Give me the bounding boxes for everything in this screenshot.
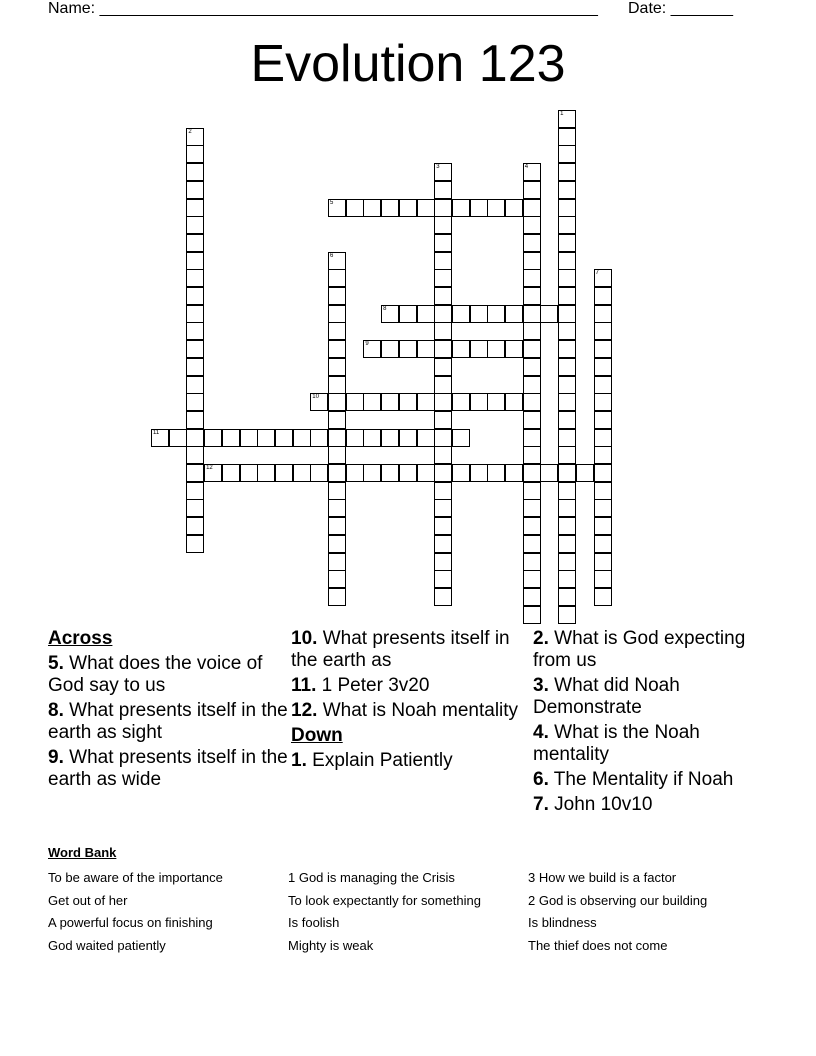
crossword-cell[interactable]: [186, 393, 204, 411]
clue-across-8: 8. What presents itself in the earth as sight: [48, 700, 288, 743]
crossword-cell[interactable]: [328, 535, 346, 553]
clue-number: 4: [524, 164, 529, 171]
crossword-cell[interactable]: [523, 411, 541, 429]
crossword-cell[interactable]: [523, 252, 541, 270]
crossword-cell[interactable]: [399, 464, 417, 482]
crossword-cell[interactable]: [558, 499, 576, 517]
crossword-cell[interactable]: [240, 429, 258, 447]
crossword-cell[interactable]: [594, 429, 612, 447]
word-bank-item: Is blindness: [528, 915, 597, 930]
crossword-cell[interactable]: [399, 429, 417, 447]
crossword-cell[interactable]: [381, 340, 399, 358]
clue-number: 2: [188, 128, 192, 135]
crossword-cell[interactable]: [293, 464, 311, 482]
clue-down-4: 4. What is the Noah mentality: [533, 722, 700, 765]
crossword-cell[interactable]: [470, 199, 488, 217]
clue-down-6: 6. The Mentality if Noah: [533, 769, 734, 790]
crossword-cell[interactable]: [505, 393, 523, 411]
crossword-cell[interactable]: [399, 305, 417, 323]
crossword-cell[interactable]: [328, 553, 346, 571]
crossword-cell[interactable]: [434, 411, 452, 429]
word-bank-column-1: [48, 867, 223, 957]
crossword-cell[interactable]: [558, 429, 576, 447]
crossword-cell[interactable]: [523, 499, 541, 517]
crossword-cell[interactable]: [523, 553, 541, 571]
crossword-cell[interactable]: [470, 464, 488, 482]
crossword-cell[interactable]: [594, 393, 612, 411]
crossword-cell[interactable]: [558, 570, 576, 588]
crossword-cell[interactable]: [328, 305, 346, 323]
crossword-cell[interactable]: [487, 393, 505, 411]
crossword-cell[interactable]: [523, 588, 541, 606]
word-bank-item: Mighty is weak: [288, 937, 374, 953]
crossword-cell[interactable]: [558, 411, 576, 429]
clue-across-11: 11. 1 Peter 3v20: [291, 675, 430, 696]
crossword-cell[interactable]: [186, 145, 204, 163]
crossword-cell[interactable]: [540, 305, 558, 323]
crossword-cell[interactable]: [470, 393, 488, 411]
crossword-cell[interactable]: [186, 199, 204, 217]
clue-number: 9: [365, 341, 369, 348]
crossword-cell[interactable]: [186, 322, 204, 340]
word-bank-column-3: [528, 867, 707, 957]
crossword-cell[interactable]: [558, 305, 576, 323]
crossword-cell[interactable]: [363, 393, 381, 411]
crossword-cell[interactable]: [505, 340, 523, 358]
crossword-cell[interactable]: [328, 446, 346, 464]
date-field-label[interactable]: Date: _______: [628, 0, 733, 17]
crossword-cell[interactable]: [558, 128, 576, 146]
crossword-cell[interactable]: [328, 499, 346, 517]
crossword-cell[interactable]: [523, 429, 541, 447]
crossword-cell[interactable]: [186, 464, 204, 482]
crossword-cell[interactable]: [186, 517, 204, 535]
clue-down-3: 3. What did Noah Demonstrate: [533, 675, 680, 718]
crossword-cell[interactable]: [558, 358, 576, 376]
crossword-cell[interactable]: [523, 305, 541, 323]
crossword-cell[interactable]: [186, 411, 204, 429]
clue-across-10: 10. What presents itself in the earth as: [291, 628, 510, 671]
crossword-cell[interactable]: [434, 499, 452, 517]
crossword-cell[interactable]: [558, 588, 576, 606]
crossword-cell[interactable]: [594, 482, 612, 500]
crossword-cell[interactable]: [558, 464, 576, 482]
crossword-cell[interactable]: [434, 517, 452, 535]
crossword-cell[interactable]: [594, 588, 612, 606]
crossword-cell[interactable]: [434, 340, 452, 358]
crossword-cell[interactable]: [328, 570, 346, 588]
crossword-cell[interactable]: [523, 216, 541, 234]
crossword-cell[interactable]: [328, 269, 346, 287]
clue-number: 6: [330, 252, 334, 259]
crossword-cell[interactable]: [169, 429, 187, 447]
crossword-cell[interactable]: [505, 199, 523, 217]
crossword-cell[interactable]: [505, 305, 523, 323]
crossword-cell[interactable]: [434, 570, 452, 588]
crossword-cell[interactable]: [470, 305, 488, 323]
crossword-cell[interactable]: [523, 163, 541, 181]
crossword-cell[interactable]: [523, 322, 541, 340]
crossword-cell[interactable]: [558, 199, 576, 217]
crossword-cell[interactable]: [558, 287, 576, 305]
crossword-cell[interactable]: [523, 464, 541, 482]
crossword-cell[interactable]: [594, 464, 612, 482]
crossword-cell[interactable]: [558, 322, 576, 340]
crossword-cell[interactable]: [558, 269, 576, 287]
crossword-cell[interactable]: [275, 464, 293, 482]
crossword-cell[interactable]: [594, 446, 612, 464]
crossword-cell[interactable]: [186, 499, 204, 517]
crossword-cell[interactable]: [434, 393, 452, 411]
crossword-cell[interactable]: [381, 305, 399, 323]
crossword-cell[interactable]: [594, 376, 612, 394]
crossword-cell[interactable]: [523, 393, 541, 411]
crossword-cell[interactable]: [186, 376, 204, 394]
crossword-cell[interactable]: [186, 216, 204, 234]
crossword-cell[interactable]: [328, 588, 346, 606]
crossword-cell[interactable]: [222, 429, 240, 447]
crossword-cell[interactable]: [558, 553, 576, 571]
crossword-cell[interactable]: [487, 464, 505, 482]
crossword-cell[interactable]: [434, 269, 452, 287]
crossword-cell[interactable]: [328, 287, 346, 305]
crossword-cell[interactable]: [452, 464, 470, 482]
clues-column-3: [533, 628, 773, 819]
crossword-cell[interactable]: [328, 376, 346, 394]
crossword-cell[interactable]: [523, 376, 541, 394]
word-bank-item: God waited patiently: [48, 937, 166, 953]
crossword-cell[interactable]: [363, 464, 381, 482]
crossword-cell[interactable]: [452, 340, 470, 358]
name-field-label[interactable]: Name: ________________________________________________________: [48, 0, 598, 17]
crossword-cell[interactable]: [558, 535, 576, 553]
crossword-cell[interactable]: [434, 376, 452, 394]
crossword-cell[interactable]: [558, 340, 576, 358]
clue-number: 11: [153, 429, 160, 436]
crossword-cell[interactable]: [328, 252, 346, 270]
crossword-cell[interactable]: [594, 499, 612, 517]
crossword-cell[interactable]: [558, 145, 576, 163]
crossword-cell[interactable]: [540, 464, 558, 482]
crossword-cell[interactable]: [381, 429, 399, 447]
crossword-cell[interactable]: [186, 340, 204, 358]
crossword-cell[interactable]: [346, 429, 364, 447]
word-bank-item: The thief does not come: [528, 937, 668, 953]
crossword-cell[interactable]: [257, 464, 275, 482]
crossword-cell[interactable]: [523, 234, 541, 252]
crossword-cell[interactable]: [470, 340, 488, 358]
clue-number: 10: [312, 394, 319, 401]
crossword-cell[interactable]: [186, 287, 204, 305]
crossword-cell[interactable]: [487, 199, 505, 217]
clues-column-1: [48, 628, 288, 794]
word-bank-item: Get out of her: [48, 892, 128, 908]
clue-down-2: 2. What is God expecting from us: [533, 628, 746, 671]
crossword-cell[interactable]: [434, 464, 452, 482]
word-bank-item: 1 God is managing the Crisis: [288, 870, 455, 885]
crossword-cell[interactable]: [417, 464, 435, 482]
crossword-cell[interactable]: [186, 252, 204, 270]
crossword-cell[interactable]: [186, 163, 204, 181]
crossword-cell[interactable]: [417, 305, 435, 323]
crossword-cell[interactable]: [381, 199, 399, 217]
crossword-cell[interactable]: [346, 393, 364, 411]
crossword-cell[interactable]: [558, 252, 576, 270]
crossword-cell[interactable]: [523, 446, 541, 464]
page-title: Evolution 123: [250, 35, 566, 93]
crossword-cell[interactable]: [452, 429, 470, 447]
crossword-cell[interactable]: [434, 252, 452, 270]
crossword-cell[interactable]: [434, 429, 452, 447]
crossword-cell[interactable]: [523, 340, 541, 358]
word-bank-item: Is foolish: [288, 915, 340, 930]
crossword-cell[interactable]: [204, 464, 222, 482]
crossword-cell[interactable]: [558, 216, 576, 234]
crossword-cell[interactable]: [505, 464, 523, 482]
crossword-cell[interactable]: [399, 393, 417, 411]
clue-across-12: 12. What is Noah mentality: [291, 700, 519, 721]
crossword-cell[interactable]: [328, 340, 346, 358]
word-bank-item: 2 God is observing our building: [528, 892, 708, 908]
crossword-cell[interactable]: [434, 446, 452, 464]
crossword-cell[interactable]: [363, 199, 381, 217]
crossword-cell[interactable]: [558, 181, 576, 199]
down-heading: Down: [291, 725, 343, 746]
crossword-cell[interactable]: [523, 570, 541, 588]
crossword-cell[interactable]: [452, 199, 470, 217]
crossword-cell[interactable]: [523, 517, 541, 535]
clue-across-5: 5. What does the voice of God say to us: [48, 653, 263, 696]
crossword-cell[interactable]: [558, 517, 576, 535]
crossword-cell[interactable]: [434, 181, 452, 199]
crossword-cell[interactable]: [186, 181, 204, 199]
crossword-cell[interactable]: [558, 234, 576, 252]
crossword-cell[interactable]: [328, 199, 346, 217]
crossword-cell[interactable]: [417, 429, 435, 447]
crossword-cell[interactable]: [151, 429, 169, 447]
crossword-cell[interactable]: [576, 464, 594, 482]
crossword-cell[interactable]: [293, 429, 311, 447]
crossword-cell[interactable]: [257, 429, 275, 447]
crossword-cell[interactable]: [399, 340, 417, 358]
crossword-cell[interactable]: [434, 553, 452, 571]
crossword-cell[interactable]: [417, 199, 435, 217]
crossword-cell[interactable]: [204, 429, 222, 447]
crossword-cell[interactable]: [487, 305, 505, 323]
clue-number: 5: [330, 199, 334, 206]
crossword-cell[interactable]: [434, 588, 452, 606]
crossword-cell[interactable]: [523, 535, 541, 553]
crossword-cell[interactable]: [523, 482, 541, 500]
crossword-cell[interactable]: [523, 606, 541, 624]
crossword-cell[interactable]: [186, 269, 204, 287]
crossword-cell[interactable]: [594, 287, 612, 305]
crossword-cell[interactable]: [434, 199, 452, 217]
crossword-cell[interactable]: [381, 464, 399, 482]
crossword-cell[interactable]: [434, 535, 452, 553]
crossword-cell[interactable]: [594, 358, 612, 376]
clue-number: 1: [560, 111, 564, 117]
crossword-cell[interactable]: [594, 322, 612, 340]
crossword-cell[interactable]: [363, 340, 381, 358]
crossword-cell[interactable]: [558, 376, 576, 394]
crossword-cell[interactable]: [328, 517, 346, 535]
crossword-cell[interactable]: [434, 234, 452, 252]
clues-column-2: [291, 628, 523, 775]
crossword-cell[interactable]: [186, 128, 204, 146]
crossword-cell[interactable]: [523, 181, 541, 199]
crossword-cell[interactable]: [310, 429, 328, 447]
crossword-cell[interactable]: [452, 393, 470, 411]
crossword-cell[interactable]: [240, 464, 258, 482]
crossword-cell[interactable]: [594, 269, 612, 287]
crossword-cell[interactable]: [452, 305, 470, 323]
crossword-cell[interactable]: [523, 269, 541, 287]
crossword-cell[interactable]: [328, 411, 346, 429]
crossword-cell[interactable]: [186, 305, 204, 323]
crossword-cell[interactable]: [186, 234, 204, 252]
crossword-cell[interactable]: [434, 287, 452, 305]
crossword-cell[interactable]: [363, 429, 381, 447]
crossword-cell[interactable]: [558, 110, 576, 128]
word-bank-item: A powerful focus on finishing: [48, 915, 213, 930]
clue-down-7: 7. John 10v10: [533, 794, 653, 815]
crossword-cell[interactable]: [558, 606, 576, 624]
crossword-cell[interactable]: [328, 358, 346, 376]
clue-across-9: 9. What presents itself in the earth as wide: [48, 747, 288, 790]
crossword-cell[interactable]: [186, 429, 204, 447]
crossword-cell[interactable]: [417, 340, 435, 358]
crossword-cell[interactable]: [558, 482, 576, 500]
crossword-cell[interactable]: [434, 163, 452, 181]
crossword-cell[interactable]: [523, 358, 541, 376]
crossword-cell[interactable]: [328, 464, 346, 482]
crossword-cell[interactable]: [328, 429, 346, 447]
crossword-cell[interactable]: [417, 393, 435, 411]
clue-number: 8: [383, 305, 387, 312]
crossword-cell[interactable]: [186, 446, 204, 464]
crossword-cell[interactable]: [558, 163, 576, 181]
crossword-cell[interactable]: [434, 482, 452, 500]
crossword-cell[interactable]: [328, 322, 346, 340]
crossword-cell[interactable]: [381, 393, 399, 411]
crossword-cell[interactable]: [346, 199, 364, 217]
crossword-cell[interactable]: [594, 411, 612, 429]
crossword-cell[interactable]: [523, 199, 541, 217]
crossword-cell[interactable]: [487, 340, 505, 358]
crossword-cell[interactable]: [186, 358, 204, 376]
clue-number: 12: [206, 465, 213, 471]
crossword-cell[interactable]: [594, 305, 612, 323]
across-heading: Across: [48, 628, 113, 649]
crossword-cell[interactable]: [346, 464, 364, 482]
crossword-cell[interactable]: [594, 553, 612, 571]
crossword-cell[interactable]: [310, 393, 328, 411]
crossword-cell[interactable]: [594, 340, 612, 358]
word-bank-item: 3 How we build is a factor: [528, 870, 677, 885]
crossword-cell[interactable]: [558, 446, 576, 464]
crossword-cell[interactable]: [328, 482, 346, 500]
word-bank-column-2: [288, 867, 481, 957]
word-bank-item: To be aware of the importance: [48, 870, 223, 885]
crossword-cell[interactable]: [186, 535, 204, 553]
clue-number: 3: [436, 164, 440, 171]
clue-down-1: 1. Explain Patiently: [291, 750, 453, 771]
crossword-cell[interactable]: [523, 287, 541, 305]
crossword-cell[interactable]: [310, 464, 328, 482]
crossword-cell[interactable]: [594, 535, 612, 553]
crossword-cell[interactable]: [222, 464, 240, 482]
word-bank-title: Word Bank: [48, 845, 117, 860]
crossword-cell[interactable]: [434, 305, 452, 323]
clue-number: 7: [595, 270, 599, 277]
crossword-cell[interactable]: [434, 216, 452, 234]
word-bank-item: To look expectantly for something: [288, 892, 481, 908]
crossword-cell[interactable]: [434, 322, 452, 340]
crossword-cell[interactable]: [399, 199, 417, 217]
crossword-cell[interactable]: [594, 517, 612, 535]
crossword-cell[interactable]: [594, 570, 612, 588]
crossword-cell[interactable]: [186, 482, 204, 500]
crossword-cell[interactable]: [275, 429, 293, 447]
crossword-cell[interactable]: [558, 393, 576, 411]
crossword-cell[interactable]: [328, 393, 346, 411]
crossword-cell[interactable]: [434, 358, 452, 376]
